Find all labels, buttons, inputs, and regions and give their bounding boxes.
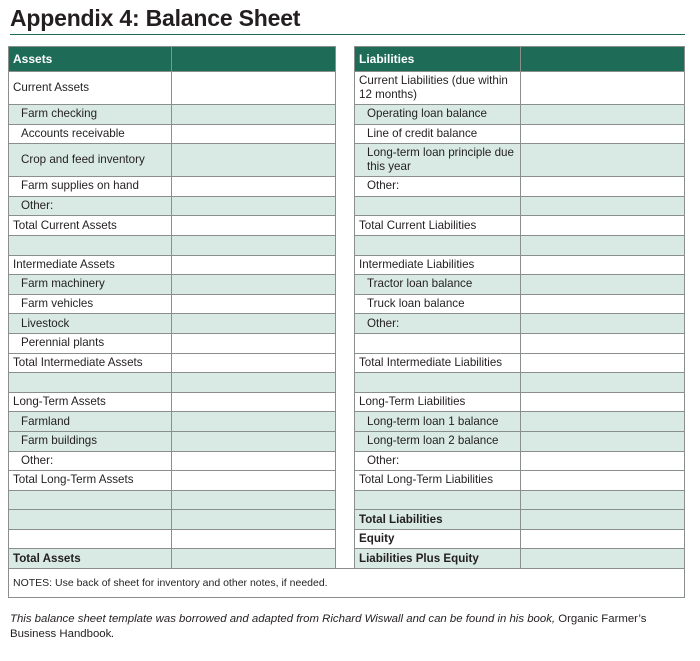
table-row <box>9 124 685 144</box>
column-gap <box>336 47 355 72</box>
asset-value-cell <box>172 124 336 144</box>
asset-label <box>9 510 172 530</box>
asset-label: Other: <box>9 451 172 471</box>
asset-value-cell <box>172 314 336 334</box>
asset-label: Intermediate Assets <box>9 255 172 275</box>
asset-value-cell <box>172 471 336 491</box>
column-gap <box>336 124 355 144</box>
liability-value-cell <box>521 314 685 334</box>
table-row <box>9 451 685 471</box>
table-row <box>9 275 685 295</box>
column-gap <box>336 294 355 314</box>
asset-label: Current Assets <box>9 72 172 105</box>
liability-label: Truck loan balance <box>355 294 521 314</box>
asset-label: Crop and feed inventory <box>9 144 172 177</box>
column-gap <box>336 72 355 105</box>
liabilities-header-value <box>521 47 685 72</box>
liability-value-cell <box>521 373 685 393</box>
liability-value-cell <box>521 72 685 105</box>
asset-label <box>9 235 172 255</box>
column-gap <box>336 216 355 236</box>
asset-value-cell <box>172 451 336 471</box>
table-row <box>9 144 685 177</box>
asset-label: Livestock <box>9 314 172 334</box>
asset-value-cell <box>172 177 336 197</box>
asset-label <box>9 529 172 549</box>
table-row <box>9 177 685 197</box>
table-row <box>9 294 685 314</box>
liability-value-cell <box>521 333 685 353</box>
asset-value-cell <box>172 294 336 314</box>
liability-label: Total Liabilities <box>355 510 521 530</box>
liability-value-cell <box>521 105 685 125</box>
table-row <box>9 333 685 353</box>
caption-end: . <box>111 628 115 640</box>
liability-label <box>355 373 521 393</box>
asset-value-cell <box>172 235 336 255</box>
table-row <box>9 196 685 216</box>
asset-label: Perennial plants <box>9 333 172 353</box>
asset-value-cell <box>172 353 336 373</box>
liability-value-cell <box>521 235 685 255</box>
asset-value-cell <box>172 490 336 510</box>
table-row <box>9 105 685 125</box>
asset-label: Total Long-Term Assets <box>9 471 172 491</box>
liability-value-cell <box>521 124 685 144</box>
asset-label: Farm buildings <box>9 431 172 451</box>
page-title: Appendix 4: Balance Sheet <box>10 5 301 31</box>
asset-label: Farmland <box>9 412 172 432</box>
table-row <box>9 373 685 393</box>
column-gap <box>336 177 355 197</box>
table-row <box>9 314 685 334</box>
table-row <box>9 392 685 412</box>
liability-label: Intermediate Liabilities <box>355 255 521 275</box>
liability-label: Long-term loan 2 balance <box>355 431 521 451</box>
asset-value-cell <box>172 392 336 412</box>
notes-text: NOTES: Use back of sheet for inventory and other notes, if needed. <box>9 569 685 598</box>
asset-label: Other: <box>9 196 172 216</box>
notes-row <box>9 569 685 598</box>
table-row <box>9 255 685 275</box>
liability-value-cell <box>521 412 685 432</box>
column-gap <box>336 353 355 373</box>
source-caption <box>10 612 690 642</box>
table-row <box>9 490 685 510</box>
table-row <box>9 235 685 255</box>
asset-label: Farm supplies on hand <box>9 177 172 197</box>
column-gap <box>336 451 355 471</box>
column-gap <box>336 196 355 216</box>
book-title: Organic Farmer’s Business Handbook <box>10 613 647 640</box>
asset-label <box>9 490 172 510</box>
table-row <box>9 529 685 549</box>
asset-label: Farm vehicles <box>9 294 172 314</box>
asset-value-cell <box>172 412 336 432</box>
column-gap <box>336 144 355 177</box>
asset-value-cell <box>172 196 336 216</box>
column-gap <box>336 490 355 510</box>
asset-value-cell <box>172 275 336 295</box>
asset-value-cell <box>172 216 336 236</box>
liability-label: Long-term loan principle due this year <box>355 144 521 177</box>
asset-label: Total Current Assets <box>9 216 172 236</box>
liability-label <box>355 196 521 216</box>
column-gap <box>336 412 355 432</box>
liability-value-cell <box>521 353 685 373</box>
liability-label: Total Intermediate Liabilities <box>355 353 521 373</box>
column-gap <box>336 255 355 275</box>
liability-label <box>355 490 521 510</box>
table-row <box>9 412 685 432</box>
liability-value-cell <box>521 216 685 236</box>
column-gap <box>336 510 355 530</box>
liability-label: Long-term loan 1 balance <box>355 412 521 432</box>
asset-value-cell <box>172 105 336 125</box>
column-gap <box>336 373 355 393</box>
liability-value-cell <box>521 144 685 177</box>
liability-value-cell <box>521 255 685 275</box>
liability-label: Tractor loan balance <box>355 275 521 295</box>
liability-value-cell <box>521 451 685 471</box>
asset-value-cell <box>172 72 336 105</box>
liability-value-cell <box>521 510 685 530</box>
asset-label <box>9 373 172 393</box>
liability-value-cell <box>521 275 685 295</box>
liability-label: Operating loan balance <box>355 105 521 125</box>
liability-label: Long-Term Liabilities <box>355 392 521 412</box>
asset-label: Farm machinery <box>9 275 172 295</box>
asset-label: Farm checking <box>9 105 172 125</box>
liability-value-cell <box>521 471 685 491</box>
table-row <box>9 549 685 569</box>
asset-label: Total Intermediate Assets <box>9 353 172 373</box>
table-row <box>9 216 685 236</box>
asset-value-cell <box>172 144 336 177</box>
liability-label: Other: <box>355 314 521 334</box>
table-row <box>9 471 685 491</box>
liability-label: Liabilities Plus Equity <box>355 549 521 569</box>
liability-value-cell <box>521 549 685 569</box>
liability-label: Total Long-Term Liabilities <box>355 471 521 491</box>
asset-value-cell <box>172 333 336 353</box>
liability-value-cell <box>521 196 685 216</box>
liability-label: Total Current Liabilities <box>355 216 521 236</box>
asset-value-cell <box>172 549 336 569</box>
column-gap <box>336 235 355 255</box>
asset-value-cell <box>172 510 336 530</box>
liability-value-cell <box>521 529 685 549</box>
column-gap <box>336 392 355 412</box>
liability-label: Other: <box>355 177 521 197</box>
liability-label <box>355 235 521 255</box>
liability-label: Current Liabilities (due within 12 months) <box>355 72 521 105</box>
liability-value-cell <box>521 431 685 451</box>
column-gap <box>336 275 355 295</box>
liability-label: Line of credit balance <box>355 124 521 144</box>
title-divider <box>10 34 685 35</box>
table-row <box>9 353 685 373</box>
column-gap <box>336 333 355 353</box>
table-row <box>9 510 685 530</box>
liability-value-cell <box>521 392 685 412</box>
liabilities-header: Liabilities <box>355 47 521 72</box>
column-gap <box>336 105 355 125</box>
asset-label: Total Assets <box>9 549 172 569</box>
assets-header-value <box>172 47 336 72</box>
asset-value-cell <box>172 255 336 275</box>
asset-value-cell <box>172 529 336 549</box>
assets-header: Assets <box>9 47 172 72</box>
column-gap <box>336 314 355 334</box>
column-gap <box>336 471 355 491</box>
balance-sheet-table <box>8 46 685 598</box>
liability-value-cell <box>521 177 685 197</box>
column-gap <box>336 549 355 569</box>
asset-value-cell <box>172 373 336 393</box>
liability-value-cell <box>521 294 685 314</box>
asset-value-cell <box>172 431 336 451</box>
column-gap <box>336 431 355 451</box>
liability-label: Equity <box>355 529 521 549</box>
table-row <box>9 431 685 451</box>
liability-value-cell <box>521 490 685 510</box>
table-row <box>9 72 685 105</box>
asset-label: Accounts receivable <box>9 124 172 144</box>
asset-label: Long-Term Assets <box>9 392 172 412</box>
liability-label: Other: <box>355 451 521 471</box>
liability-label <box>355 333 521 353</box>
caption-text: This balance sheet template was borrowed and adapted from Richard Wiswall and can be found in his book, <box>10 613 556 625</box>
column-gap <box>336 529 355 549</box>
